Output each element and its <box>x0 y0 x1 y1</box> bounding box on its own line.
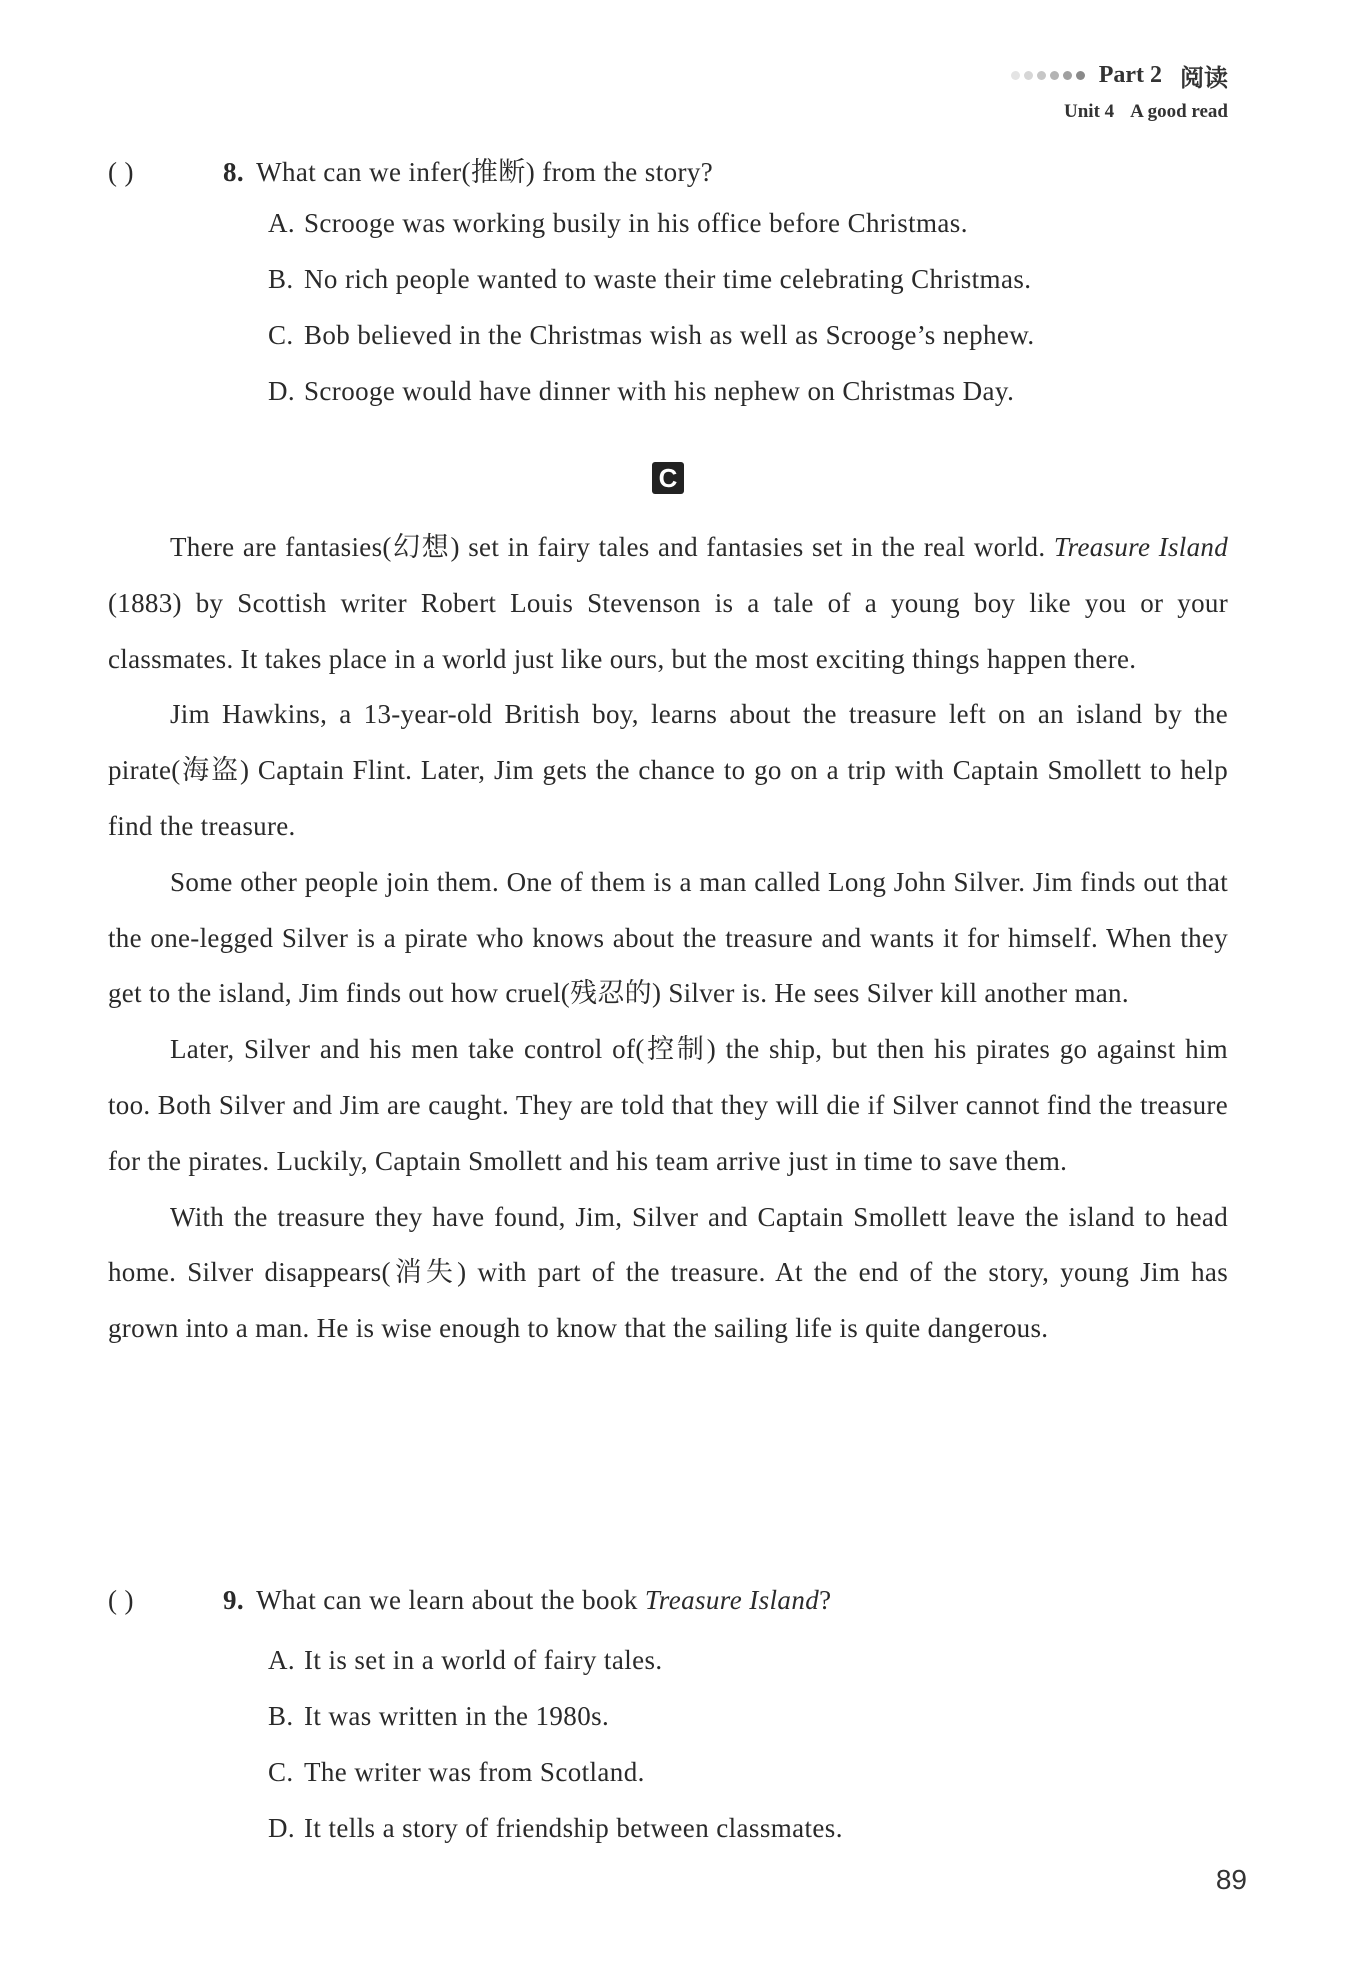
paragraph-5: With the treasure they have found, Jim, Silver and Captain Smollett leave the island to head home. Silver disappears(消失) with part of the treasure. At the end of the story, young Jim has grown into a man. He is wise enough to know that the sailing life is quite dangerous. <box>108 1201 1228 1344</box>
decorative-dots <box>1011 71 1085 80</box>
question-number: 8. <box>223 157 245 187</box>
paragraph-2: Jim Hawkins, a 13-year-old British boy, learns about the treasure left on an island by the pirate(海盗) Captain Flint. Later, Jim gets the chance to go on a trip with Captain Smollett to help find the treasure. <box>108 699 1228 841</box>
dot-5 <box>1063 71 1072 80</box>
reading-passage <box>108 520 1228 1357</box>
answer-bracket: ( ) <box>108 1585 134 1615</box>
dot-3 <box>1037 71 1046 80</box>
page-number: 89 <box>1215 1864 1247 1895</box>
question-number: 9. <box>223 1585 245 1615</box>
option-b: B. It was written in the 1980s. <box>268 1701 610 1731</box>
paragraph-3: Some other people join them. One of them is a man called Long John Silver. Jim finds out that the one-legged Silver is a pirate who knows about the treasure and wants it for himself. When they get to the island, Jim finds out how cruel(残忍的) Silver is. He sees Silver kill another man. <box>108 866 1228 1009</box>
question-8 <box>108 150 1248 189</box>
part-label: Part 2 <box>1098 62 1162 88</box>
section-badge: C <box>652 462 684 494</box>
unit-title: A good read <box>1130 101 1228 122</box>
answer-bracket: ( ) <box>108 157 134 187</box>
paragraph-1: There are fantasies(幻想) set in fairy tales and fantasies set in the real world. Treasure Island (1883) by Scottish writer Robert Louis Stevenson is a tale of a young boy like you or your classmates. It takes place in a world just like ours, but the most exciting things happen there. <box>108 532 1228 674</box>
header-top-line <box>1011 58 1228 93</box>
running-header <box>1011 58 1228 123</box>
paragraph-4: Later, Silver and his men take control of(控制) the ship, but then his pirates go against him too. Both Silver and Jim are caught. They are told that they will die if Silver cannot find the treasure for the pirates. Luckily, Captain Smollett and his team arrive just in time to save them. <box>108 1034 1228 1176</box>
unit-line <box>1011 101 1228 123</box>
dot-6 <box>1076 71 1085 80</box>
option-c: C. The writer was from Scotland. <box>268 1757 645 1787</box>
dot-2 <box>1024 71 1033 80</box>
option-d: D. Scrooge would have dinner with his nephew on Christmas Day. <box>268 376 1015 406</box>
dot-4 <box>1050 71 1059 80</box>
option-a: A. It is set in a world of fairy tales. <box>268 1645 663 1675</box>
option-a: A. Scrooge was working busily in his office before Christmas. <box>268 208 968 238</box>
book-title: Treasure Island <box>644 1585 820 1615</box>
option-b: B. No rich people wanted to waste their time celebrating Christmas. <box>268 264 1032 294</box>
question-9: ( ) 9. What can we learn about the book Treasure Island? <box>108 1585 832 1615</box>
question-stem: What can we infer(推断) from the story? <box>256 157 714 187</box>
dot-1 <box>1011 71 1020 80</box>
option-c: C. Bob believed in the Christmas wish as well as Scrooge’s nephew. <box>268 320 1035 350</box>
part-chinese-label: 阅读 <box>1180 66 1228 92</box>
option-d: D. It tells a story of friendship between classmates. <box>268 1813 843 1843</box>
unit-label: Unit 4 <box>1064 101 1115 122</box>
book-title: Treasure Island <box>1053 532 1228 562</box>
